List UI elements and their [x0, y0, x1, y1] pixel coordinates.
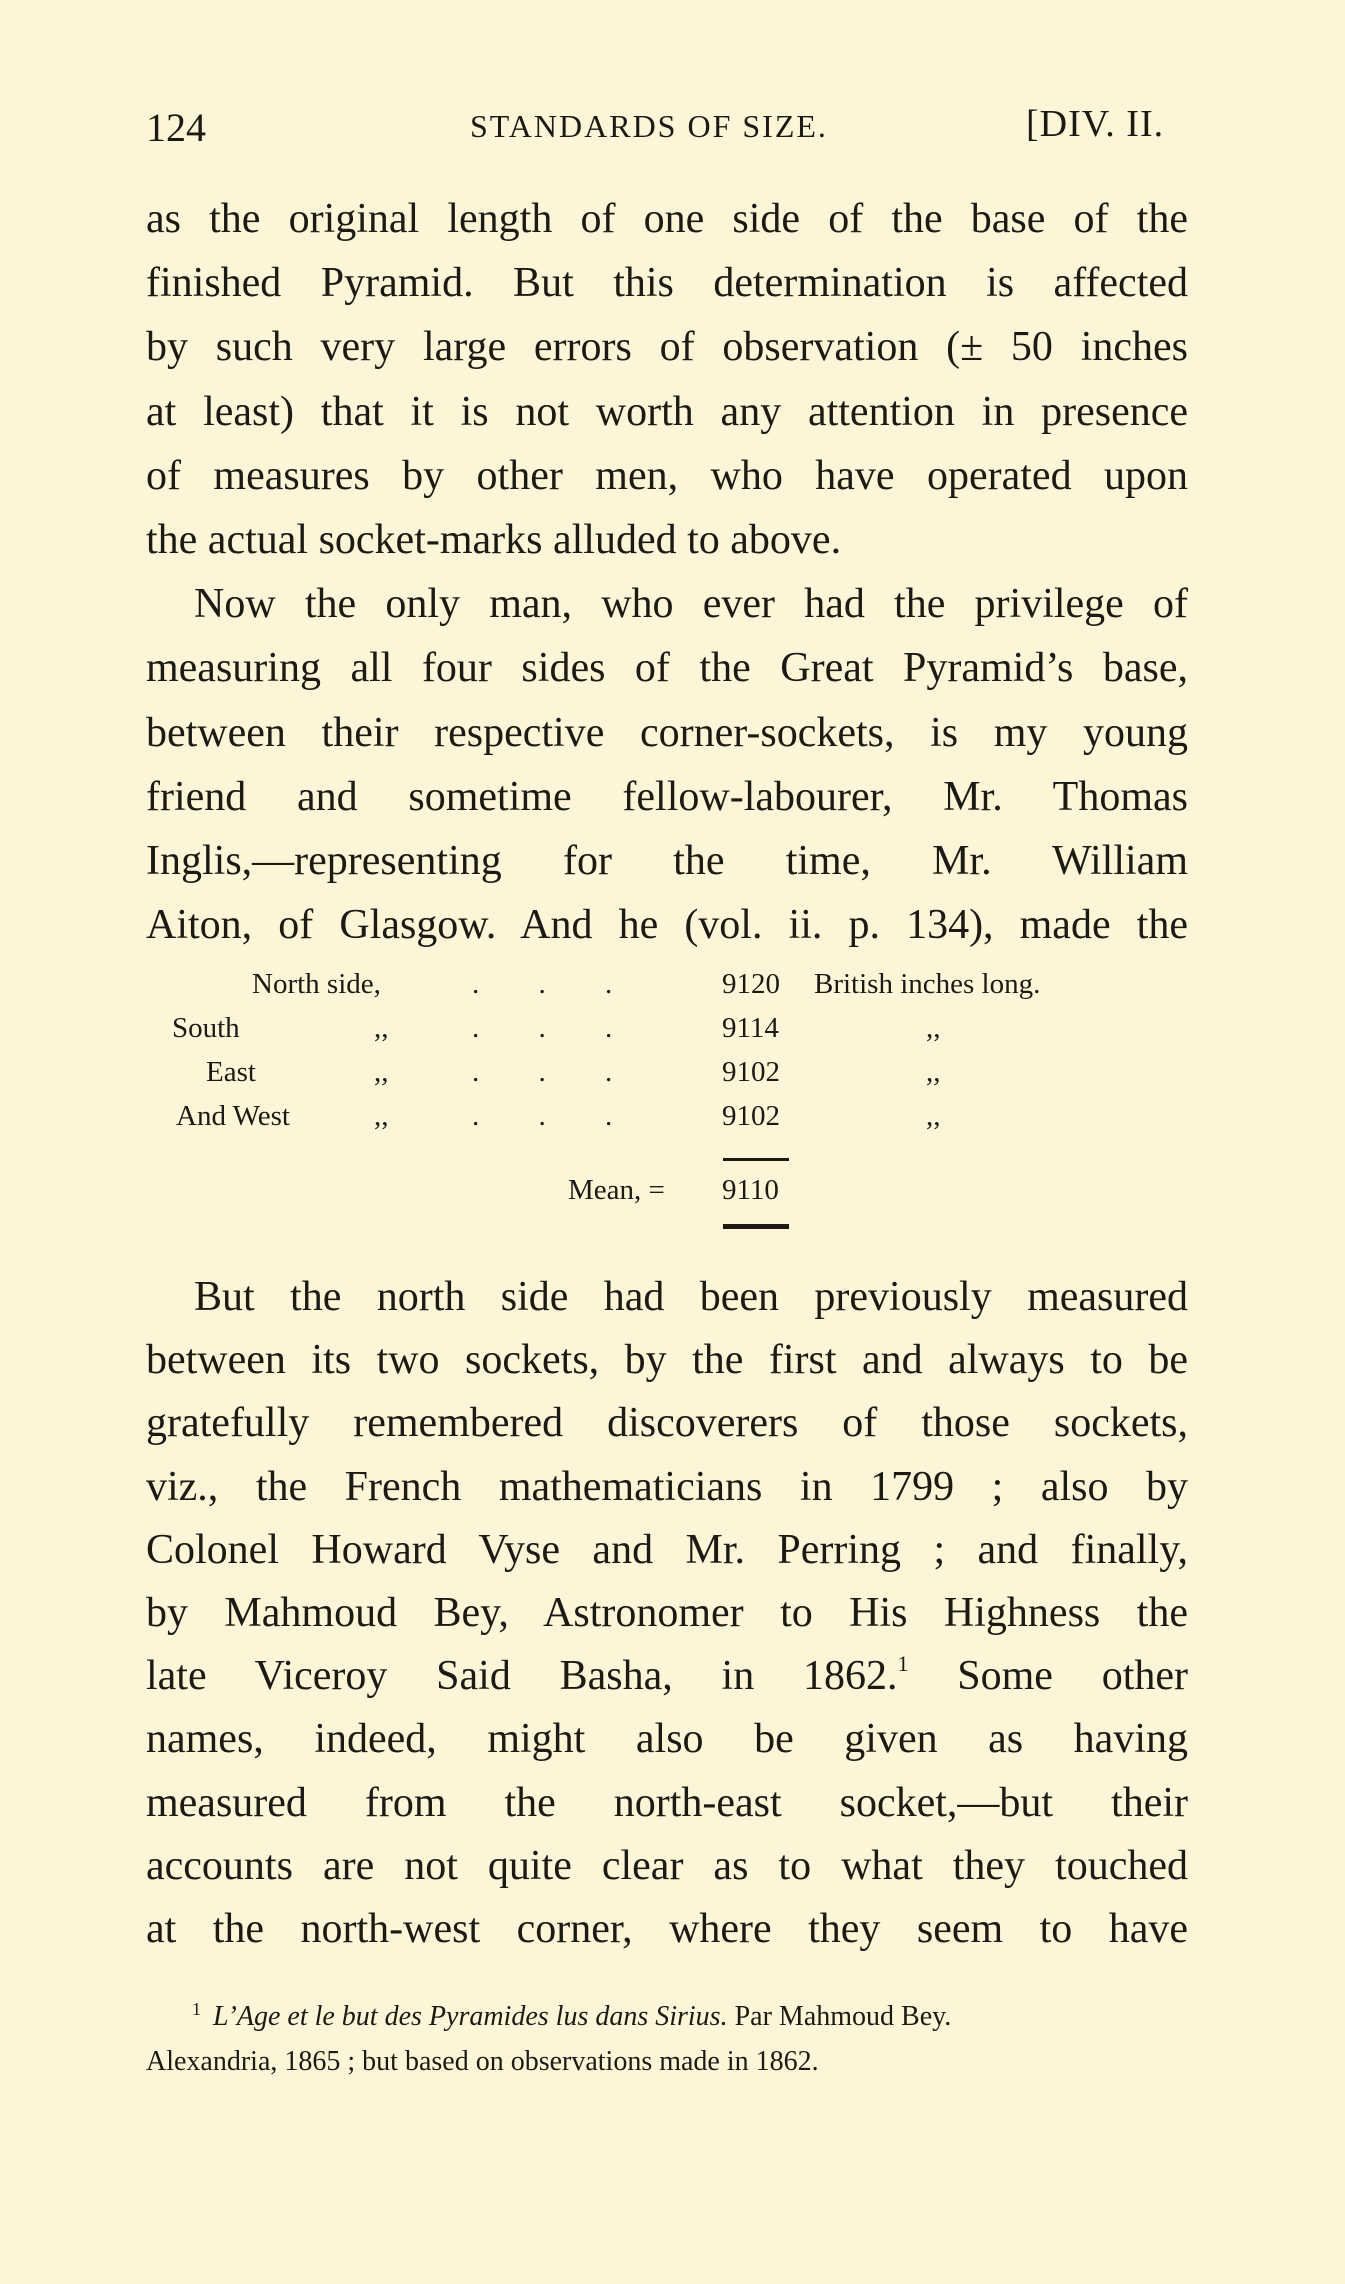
footnote-reference[interactable]: 1 — [897, 1651, 909, 1677]
text-line: by such very large errors of observation (± 50 inches — [146, 324, 1188, 371]
text-line: Aiton, of Glasgow. And he (vol. ii. p. 134), made the — [146, 902, 1188, 949]
ditto-mark: ,, — [926, 1012, 941, 1044]
text-line: But the north side had been previously measured — [194, 1274, 1188, 1320]
text-line: finished Pyramid. But this determination is affected — [146, 260, 1188, 307]
ditto-mark: ,, — [926, 1056, 941, 1088]
text-line: by Mahmoud Bey, Astronomer to His Highness the — [146, 1590, 1188, 1637]
footnote-title: L’Age et le but des Pyramides lus dans Sirius. — [213, 2001, 728, 2032]
table-row — [146, 1100, 1206, 1144]
text-line: between its two sockets, by the first and always to be — [146, 1337, 1188, 1384]
ditto-mark: ,, — [374, 1056, 389, 1088]
measure-value: 9120 — [722, 968, 780, 1000]
side-measurements-table — [146, 968, 1206, 1206]
measure-value: 9102 — [722, 1056, 780, 1088]
footnote-mark: 1 — [192, 1999, 201, 2019]
text-line: friend and sometime fellow-labourer, Mr. Thomas — [146, 773, 1188, 820]
mean-label: Mean, = — [568, 1174, 665, 1206]
mean-row — [146, 1174, 1206, 1214]
main-text-top — [146, 187, 1188, 957]
text-segment: late Viceroy Said Basha, in 1862. — [146, 1653, 898, 1700]
text-line: between their respective corner-sockets, is my young — [146, 709, 1188, 756]
running-title: STANDARDS OF SIZE. — [470, 108, 828, 144]
leader-dots: . . . — [472, 968, 639, 1000]
sum-rule — [723, 1158, 789, 1161]
text-line: accounts are not quite clear as to what they touched — [146, 1842, 1188, 1889]
side-label: North side, — [252, 968, 381, 1000]
text-segment: Some other — [908, 1653, 1189, 1700]
text-line: at the north-west corner, where they seem to have — [146, 1906, 1188, 1953]
text-line: Inglis,—representing for the time, Mr. William — [146, 838, 1188, 885]
text-line: gratefully remembered discoverers of those sockets, — [146, 1400, 1188, 1447]
total-rule — [723, 1224, 789, 1229]
table-row — [146, 1056, 1206, 1100]
text-line: Colonel Howard Vyse and Mr. Perring ; and finally, — [146, 1526, 1188, 1573]
leader-dots: . . . — [472, 1056, 639, 1088]
text-line: measured from the north-east socket,—but their — [146, 1779, 1188, 1826]
text-line: at least) that it is not worth any attention in presence — [146, 388, 1188, 435]
text-line: measuring all four sides of the Great Pyramid’s base, — [146, 645, 1188, 692]
page-number: 124 — [146, 105, 206, 150]
leader-dots: . . . — [472, 1100, 639, 1132]
footnote-line — [146, 1994, 1191, 2039]
side-label: East — [206, 1056, 256, 1088]
text-line — [146, 1645, 1188, 1708]
mean-value: 9110 — [722, 1174, 779, 1206]
page-header — [146, 104, 1201, 164]
text-line: viz., the French mathematicians in 1799 ; also by — [146, 1463, 1188, 1510]
table-row — [146, 968, 1206, 1012]
text-line: of measures by other men, who have operated upon — [146, 452, 1188, 499]
ditto-mark: ,, — [926, 1100, 941, 1132]
unit-label: British inches long. — [814, 968, 1041, 1000]
footnote-text: Par Mahmoud Bey. — [727, 2001, 952, 2032]
ditto-mark: ,, — [374, 1012, 389, 1044]
footnote — [146, 1994, 1191, 2084]
footnote-line: Alexandria, 1865 ; but based on observations made in 1862. — [146, 2046, 819, 2077]
text-line: names, indeed, might also be given as having — [146, 1716, 1188, 1763]
division-marker: [DIV. II. — [1026, 103, 1165, 145]
leader-dots: . . . — [472, 1012, 639, 1044]
text-line: the actual socket-marks alluded to above. — [146, 517, 842, 564]
table-row — [146, 1012, 1206, 1056]
measure-value: 9102 — [722, 1100, 780, 1132]
main-text-bottom — [146, 1266, 1188, 1961]
side-label: South — [172, 1012, 240, 1044]
measure-value: 9114 — [722, 1012, 779, 1044]
text-line: Now the only man, who ever had the privilege of — [194, 581, 1188, 628]
text-line: as the original length of one side of the base of the — [146, 196, 1188, 242]
side-label: And West — [176, 1100, 290, 1132]
ditto-mark: ,, — [374, 1100, 389, 1132]
